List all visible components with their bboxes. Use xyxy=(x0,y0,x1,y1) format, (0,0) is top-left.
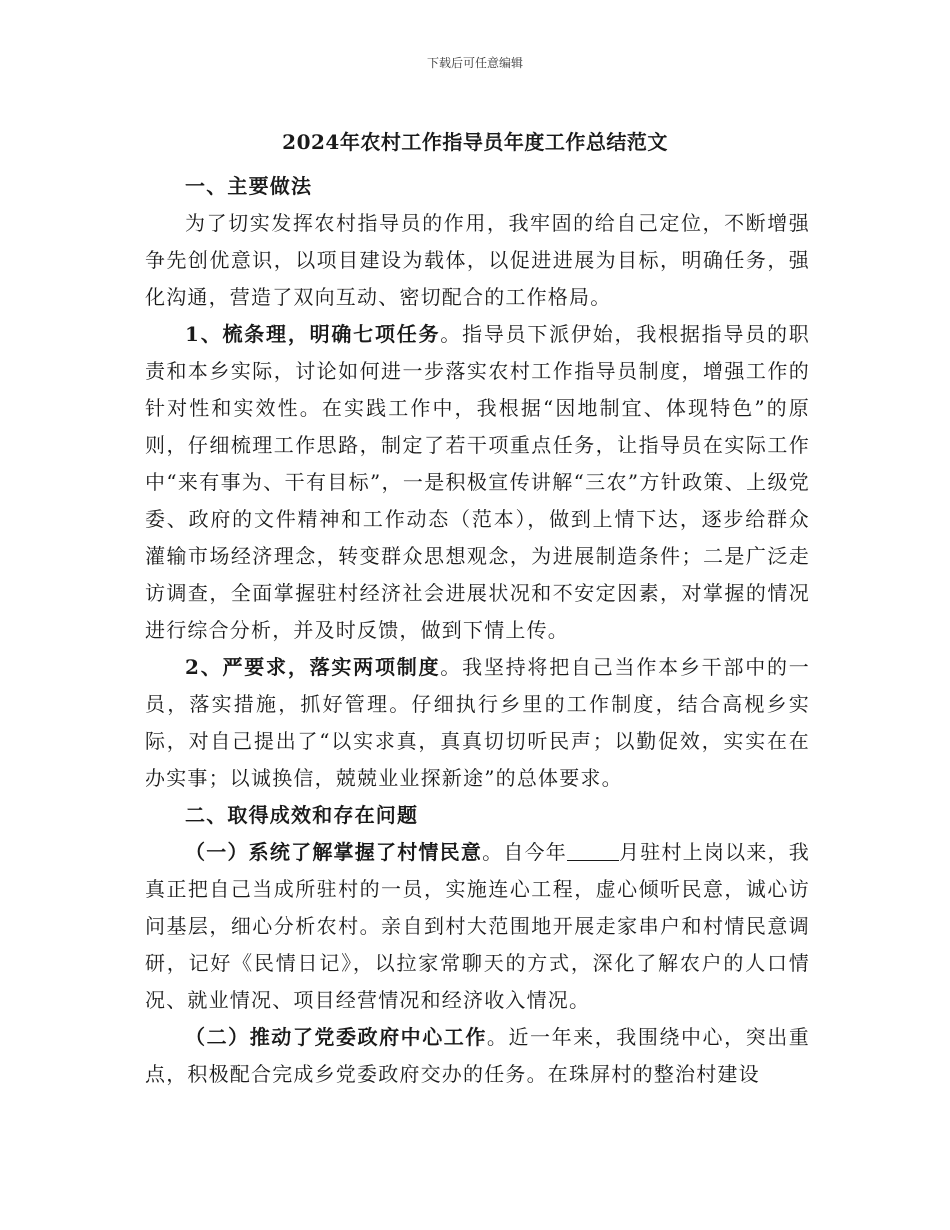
paragraph-1: 为了切实发挥农村指导员的作用，我牢固的给自己定位，不断增强争先创优意识，以项目建设为载体，以促进进展为目标，明确任务，强化沟通，营造了双向互动、密切配合的工作格局。 xyxy=(145,211,810,309)
section-heading-1: 一、主要做法 xyxy=(185,174,313,198)
paragraph-5-lead: （二）推动了党委政府中心工作 xyxy=(185,1025,487,1049)
document-title: 2024年农村工作指导员年度工作总结范文 xyxy=(282,130,668,154)
header-note: 下载后可任意编辑 xyxy=(426,56,523,70)
paragraph-4 xyxy=(145,834,810,1019)
paragraph-2-text: 。指导员下派伊始，我根据指导员的职责和本乡实际，讨论如何进一步落实农村工作指导员制度，增强工作的针对性和实效性。在实践工作中，我根据“因地制宜、体现特色”的原则，仔细梳理工作思路，制定了若干项重点任务，让指导员在实际工作中“来有事为、干有目标”，一是积极宣传讲解“三农”方针政策、上级党委、政府的文件精神和工作动态（范本），做到上情下达，逐步给群众灌输市场经济理念，转变群众思想观念，为进展制造条件；二是广泛走访调查，全面掌握驻村经济社会进展状况和不安定因素，对掌握的情况进行综合分析，并及时反馈，做到下情上传。 xyxy=(145,322,810,642)
paragraph-4-lead: （一）系统了解掌握了村情民意 xyxy=(185,840,483,864)
paragraph-3-lead: 2、严要求，落实两项制度 xyxy=(185,655,441,679)
paragraph-2-lead: 1、梳条理，明确七项任务 xyxy=(185,322,441,346)
section-heading-2: 二、取得成效和存在问题 xyxy=(185,803,419,827)
paragraph-2 xyxy=(145,316,810,649)
document-body xyxy=(145,168,810,1093)
paragraph-4-text-a: 。自今年 xyxy=(482,840,567,864)
paragraph-3-text: 。我坚持将把自己当作本乡干部中的一员，落实措施，抓好管理。仔细执行乡里的工作制度，结合高枧乡实际，对自己提出了“以实求真，真真切切听民声；以勤促效，实实在在办实事；以诚换信，兢兢业业探新途”的总体要求。 xyxy=(145,655,810,790)
fill-in-blank xyxy=(567,842,619,861)
paragraph-5-text: 。近一年来，我围绕中心，突出重点，积极配合完成乡党委政府交办的任务。在珠屏村的整治村建设 xyxy=(145,1025,810,1086)
paragraph-5 xyxy=(145,1019,810,1093)
paragraph-4-text-b: 月驻村上岗以来，我真正把自己当成所驻村的一员，实施连心工程，虚心倾听民意，诚心访问基层，细心分析农村。亲自到村大范围地开展走家串户和村情民意调研，记好《民情日记》，以拉家常聊天的方式，深化了解农户的人口情况、就业情况、项目经营情况和经济收入情况。 xyxy=(145,840,810,1012)
paragraph-3 xyxy=(145,649,810,797)
